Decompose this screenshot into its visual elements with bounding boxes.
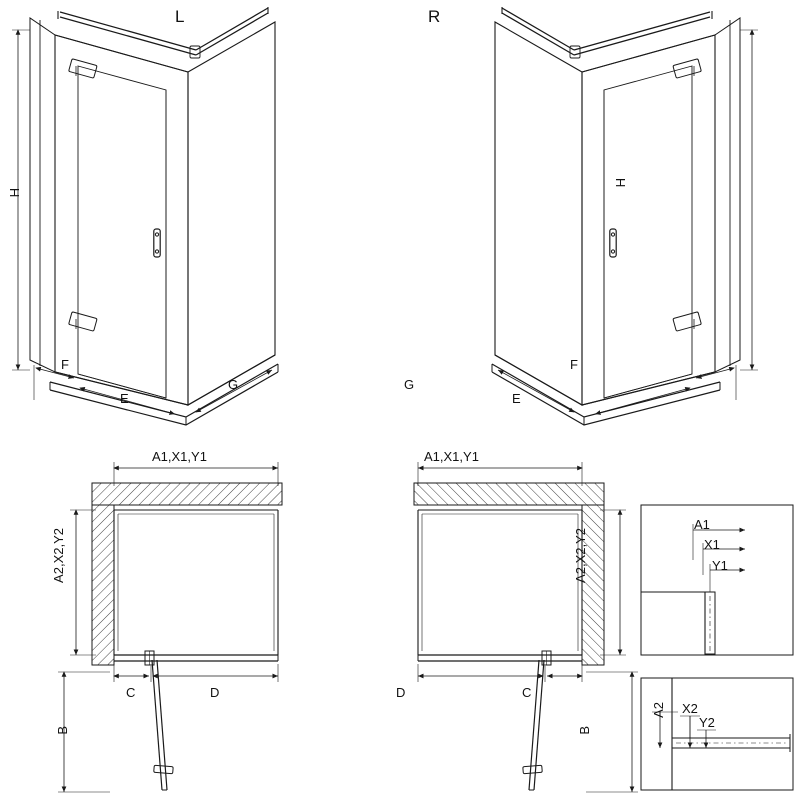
label-e-right: E: [512, 391, 521, 406]
label-detail-x1: X1: [704, 537, 720, 552]
label-side-dim-right: A2,X2,Y2: [573, 528, 588, 583]
label-view-right: R: [428, 7, 441, 26]
plan-view-left: [55, 462, 282, 792]
label-view-left: L: [175, 7, 185, 26]
label-top-dim-left: A1,X1,Y1: [152, 449, 207, 464]
label-g-right: G: [404, 377, 415, 392]
label-detail-a1: A1: [694, 517, 710, 532]
detail-view-a1x1y1: [641, 505, 793, 655]
label-g-left: G: [228, 377, 239, 392]
label-height-right: H: [613, 177, 628, 187]
label-f-right: F: [570, 357, 578, 372]
label-e-left: E: [120, 391, 129, 406]
plan-view-right: [414, 462, 638, 792]
label-detail-x2: X2: [682, 701, 698, 716]
label-b-left: B: [55, 726, 70, 735]
label-detail-y2: Y2: [699, 715, 715, 730]
label-detail-a2: A2: [651, 702, 666, 718]
label-side-dim-left: A2,X2,Y2: [51, 528, 66, 583]
label-d-right: D: [396, 685, 406, 700]
label-c-right: C: [522, 685, 532, 700]
iso-view-left: [12, 7, 290, 425]
label-f-left: F: [61, 357, 69, 372]
label-b-right: B: [577, 726, 592, 735]
detail-view-a2x2y2: [641, 678, 793, 790]
label-top-dim-right: A1,X1,Y1: [424, 449, 479, 464]
label-d-left: D: [210, 685, 220, 700]
iso-view-right: [492, 7, 758, 425]
label-detail-y1: Y1: [712, 558, 728, 573]
label-c-left: C: [126, 685, 136, 700]
label-height-left: H: [7, 187, 22, 197]
